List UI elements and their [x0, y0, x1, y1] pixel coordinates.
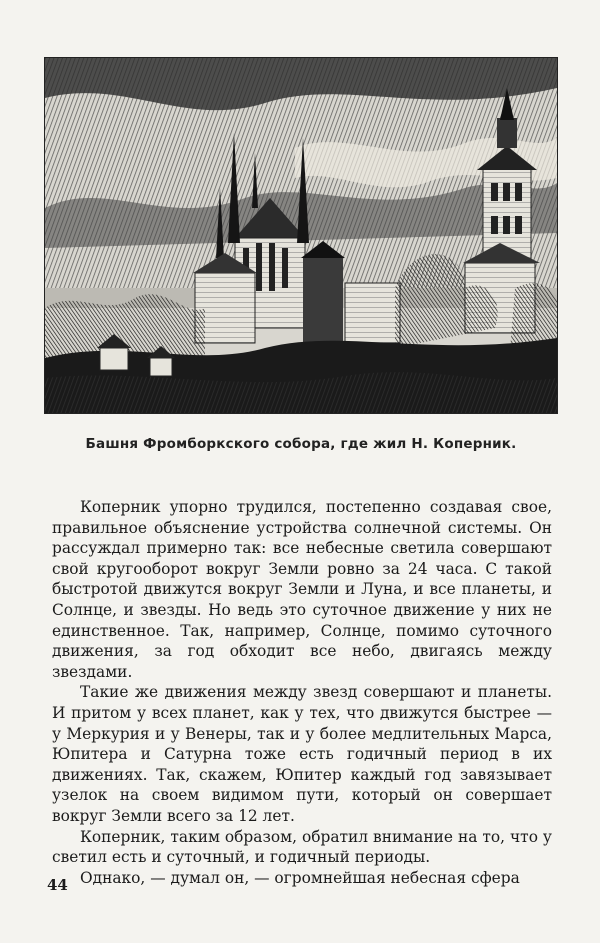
paragraph: Коперник, таким образом, обратил внимание на то, что у светил есть и суточный, и годичный периоды. [52, 827, 552, 867]
paragraph: Однако, — думал он, — огромнейшая небесная сфера [80, 868, 520, 887]
page-number: 44 [47, 876, 68, 894]
body-text [52, 497, 552, 888]
cathedral-engraving [44, 57, 558, 414]
figure-caption: Башня Фромборкского собора, где жил Н. Коперник. [85, 436, 517, 452]
paragraph: Коперник упорно трудился, постепенно создавая свое, правильное объяснение устройства солнечной системы. Он рассуждал примерно так: все небесные светила совершают свой кругооборот вокруг Земли ровно за 24 часа. С такой быстротой движутся вокруг Земли и Луна, и все планеты, и Солнце, и звезды. Но ведь это суточное движение у них не единственное. Так, например, Солнце, помимо суточного движения, за год обходит все небо, двигаясь между звездами. [52, 498, 552, 681]
paragraph: Такие же движения между звезд совершают и планеты. И притом у всех планет, как у тех, что движутся быстрее — у Меркурия и у Венеры, так и у более медлительных Марса, Юпитера и Сатурна тоже есть годичный период в их движениях. Так, скажем, Юпитер каждый год завязывает узелок на своем видимом пути, который он совершает вокруг Земли всего за 12 лет. [52, 683, 552, 825]
engraving-image [45, 58, 557, 413]
